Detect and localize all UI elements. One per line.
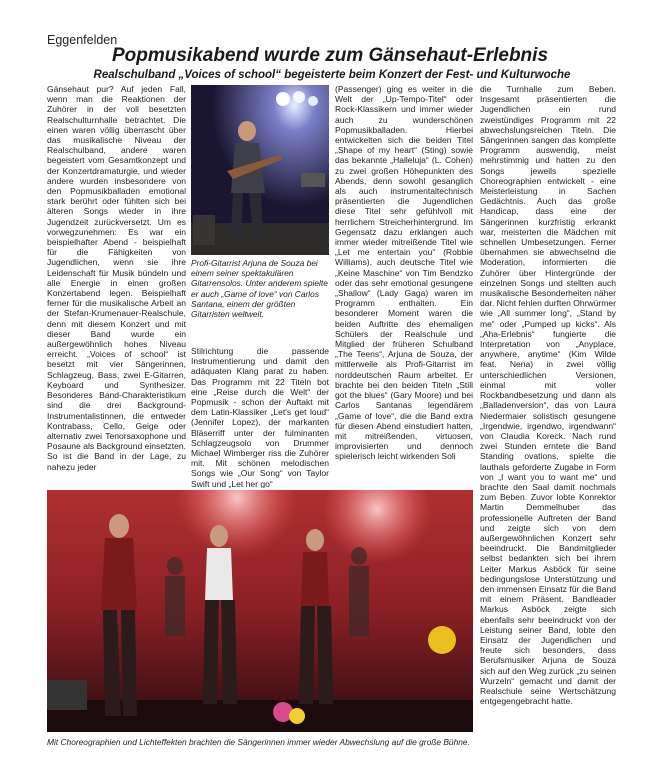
text-column-1 bbox=[47, 84, 186, 484]
paragraph: die Turnhalle zum Beben. Insgesamt präsentierten die Jugendlichen ein rund zweistündiges Programm mit 22 abwechslungsreichen Titeln. Die Sängerinnen sangen das komplette Programm auswendig, meist mehrstimmig und hatten zu den Songs jeweils spezielle Choreographien entwickelt - eine Meisterleistung in Sachen Gedächtnis. Auch das große Handicap, dass eine der Sängerinnen kurzfristig erkrankt war, meisterten die Mädchen mit schnellen Umbesetzungen. Ferner übernahmen sie abwechselnd die Moderation, informierten die Zuhörer über Hintergründe der einzelnen Songs und stellten auch musikalische Besonderheiten näher dar. Nicht fehlen durften Ohrwürmer wie „All summer long“, „Stand by me“ oder „Pumped up kicks“. Als „Aha-Erlebnis“ fungierte die Interpretation von „Anyplace, anywhere, anytime“ (Kim Wilde feat. Nena) in zwei völlig unterschiedlichen Versionen, einmal mit voller Rockbandbesetzung und dann als „Balladenversion“, das von Laura Niedermaier solistisch gesungene „Irgendwie, irgendwo, irgendwann“ von Claudia Koreck. Nach rund zwei Stunden erntete die Band Standing ovations, spielte die lauthals geforderte Zugabe in Form von „I want you to want me“ und brachte den Saal damit nochmals zum Beben. Zuvor lobte Konrektor Martin Demmelhuber das professionelle Auftreten der Band und zeigte sich von dem außergewöhnlichen Konzert sehr beeindruckt. Die Bandmitglieder selbst bedankten sich bei ihrem Leiter Markus Asböck für seine bedingungslose Unterstützung und den immensen Einsatz für die Band mit einem Präsent. Bandleader Markus Asböck zeigte sich ebenfalls sehr beeindruckt von der Leistung seiner Band, lobte den Einsatz der Jugendlichen und freute sich besonders, dass Berufsmusiker Arjuna de Souza sich auf den Weg zurück „zu seinen Wurzeln“ gemacht und damit der Realschule seine Wertschätzung entgegengebracht hatte. bbox=[480, 84, 616, 707]
article-kicker: Eggenfelden bbox=[47, 33, 118, 47]
photo1-caption: Profi-Gitarrist Arjuna de Souza bei einem seiner spektakulären Gitarrensolos. Unter anderem spielte er auch „Game of love“ von Carlos Santana, einem der größten Gitarristen weltweit. bbox=[191, 258, 328, 320]
article-headline: Popmusikabend wurde zum Gänsehaut-Erlebnis bbox=[111, 45, 549, 66]
guitarist-photo bbox=[191, 85, 329, 255]
text-column-3 bbox=[335, 84, 473, 488]
singers-stage-photo bbox=[47, 490, 473, 732]
paragraph: Stilrichtung die passende Instrumentierung und damit den adäquaten Klang parat zu haben. Das Programm mit 22 Titeln bot eine „Reise durch die Welt“ der Popmusik - schon der Auftakt mit dem Latin-Klassiker „Let's get loud“ (Jennifer Lopez), der markanten Bläserriff unter der fulminanten Schlagzeugsolo von Drummer Michael Wimberger riss die Zuhörer mit. Mit schönen melodischen Songs wie „Our Song“ von Taylor Swift und „Let her go“ bbox=[191, 346, 329, 488]
text-column-2 bbox=[191, 346, 329, 488]
paragraph: (Passenger) ging es weiter in die Welt der „Up-Tempo-Titel“ oder Rock-Klassikern und immer wieder auch zu wunderschönen Popmusikballaden. Hierbei entwickelten sich die beiden Titel „Shape of my heart“ (Sting) sowie das bekannte „Halleluja“ (L. Cohen) zu zwei großen Höhepunkten des Abends, denn sowohl gesanglich als auch instrumentaltechnisch präsentierten die Jugendlichen diese Titel sehr gefühlvoll mit herrlichem Streicherhintergrund. Im Gegensatz dazu erklangen auch immer wieder mitreißende Titel wie „Let me entertain you“ (Robbie Williams), auch deutsche Titel wie „Keine Maschine“ von Tim Bendzko oder das sehr emotional gesungene „Shallow“ (Lady Gaga) waren im Programm enthalten. Ein besonderer Moment waren die beiden Auftritte des ehemaligen Schülers der Realschule und Mitglied der früheren Schulband „The Teens“, Arjuna de Souza, der mittlerweile als Profi-Gitarrist im norddeutschen Raum arbeitet. Er brachte bei den beiden Titeln „Still got the blues“ (Gary Moore) und bei Carlos Santanas legendärem „Game of love“, die die Band extra für diesen Abend einstudiert hatten, mit mitreißenden, virtuosen, improvisierten und dennoch spielerisch leicht wirkenden Soli bbox=[335, 84, 473, 462]
text-column-4 bbox=[480, 84, 616, 764]
article-subheadline: Realschulband „Voices of school“ begeisterte beim Konzert der Fest- und Kulturwoche bbox=[93, 69, 571, 81]
photo2-caption: Mit Choreographien und Lichteffekten brachten die Sängerinnen immer wieder Abwechslung auf die große Bühne. bbox=[47, 737, 470, 747]
paragraph: Gänsehaut pur? Auf jeden Fall, wenn man die Reaktionen der Zuhörer in der voll besetzten Realschulturnhalle betrachtet. Die einen waren völlig überrascht über das musikalische Niveau der Realschulband, andere waren begeistert vom Gesamtkonzept und der Konzertdramaturgie, und wieder andere wurden insbesondere von den Popmusikballaden emotional stark berührt oder fühlten sich bei älteren Songs wieder in ihre Jugendzeit zurückversetzt. Um es vorwegzunehmen: Es war ein beispielhafter Abend - beispielhaft für die Fähigkeiten von Jugendlichen, wenn sie ihre Leidenschaft für Musik bündeln und alle Energie in einen großen Konzertabend legen. Beispielhaft ferner für die musikalische Arbeit an der Stefan-Krumenauer-Realschule, denn mit diesem Konzert und mit dieser Band wurde ein außergewöhnlich hohes Niveau erreicht. „Voices of school“ ist besetzt mit vier Sängerinnen, Schlagzeug, Bass, zwei E-Gitarren, Keyboard und Synthesizer. Besonderes Band-Charakteristikum sind die drei Background-Instrumentalistinnen, die entweder Kontrabass, Cello, Geige oder alternativ zwei Tenorsaxophone und Posaune als Background einsetzten. So ist die Band in der Lage, zu nahezu jeder bbox=[47, 84, 186, 472]
